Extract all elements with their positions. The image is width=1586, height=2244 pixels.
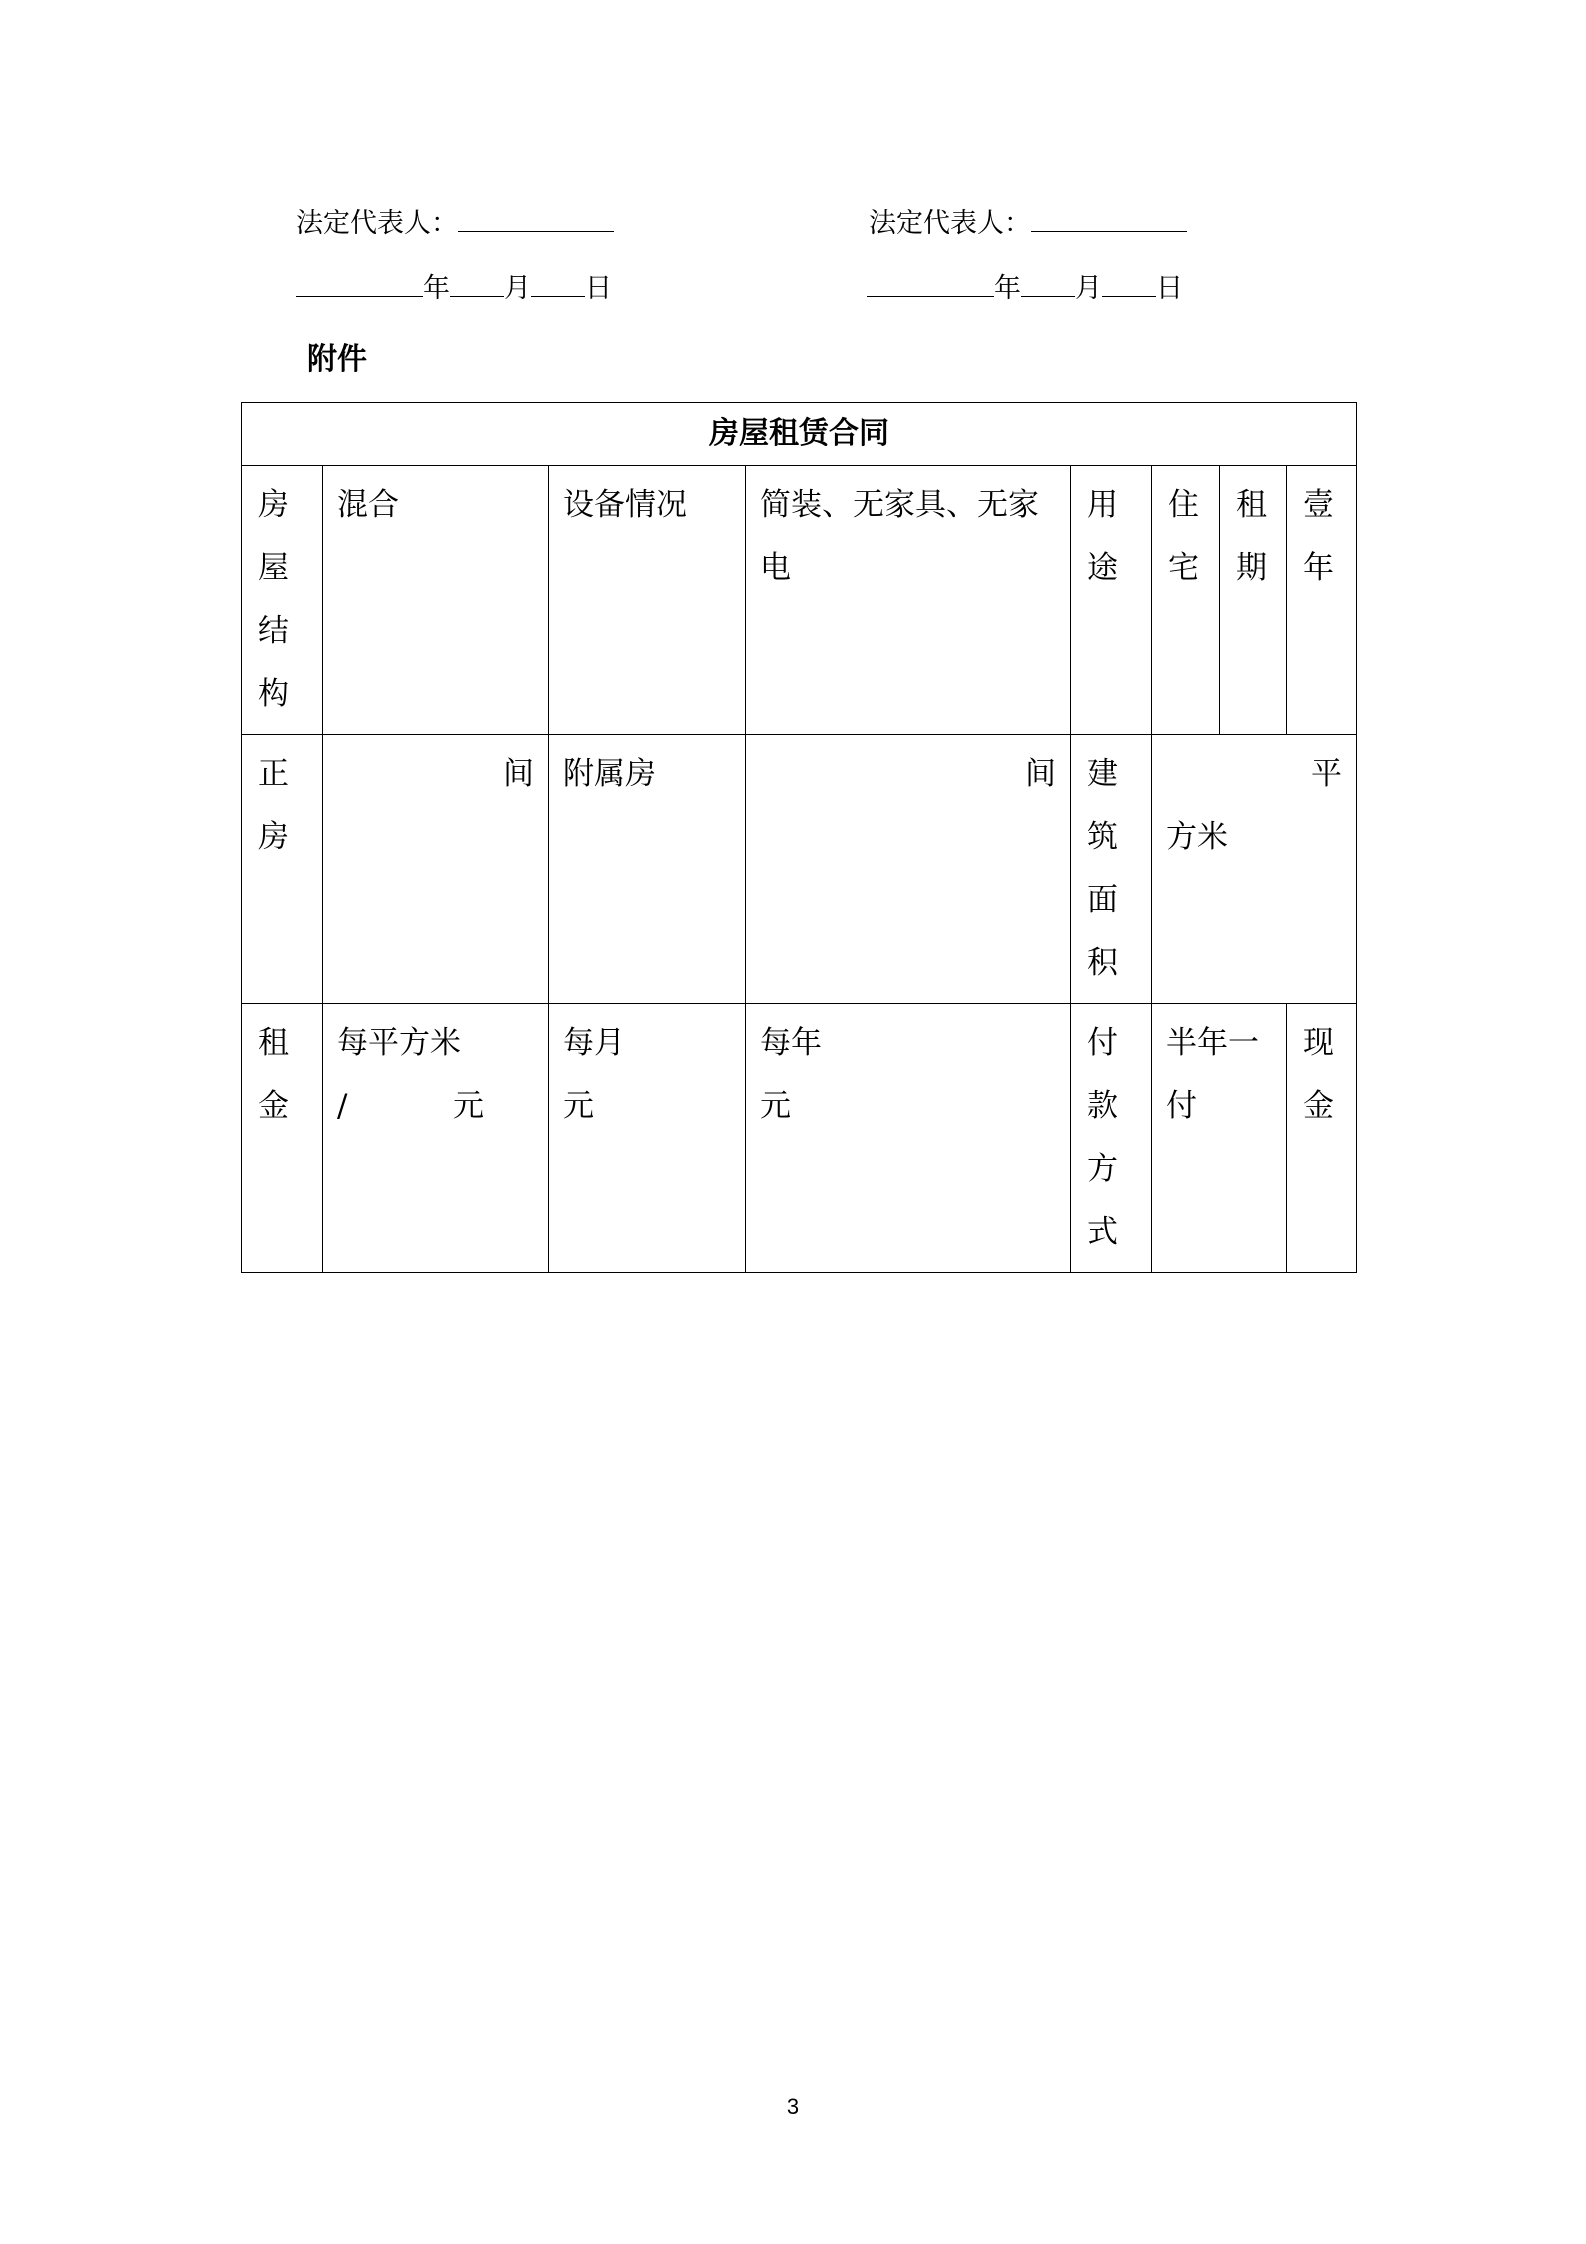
right-month-label: 月	[1075, 273, 1102, 304]
payment-label: 付款方式	[1071, 1004, 1152, 1273]
structure-label: 房屋结构	[242, 466, 323, 735]
right-year-blank[interactable]	[867, 270, 994, 297]
table-title-row	[242, 403, 1357, 466]
left-day-blank[interactable]	[531, 270, 585, 297]
equipment-value[interactable]: 简装、无家具、无家电	[746, 466, 1071, 735]
term-value[interactable]: 壹年	[1287, 466, 1357, 735]
rooms-row	[242, 735, 1357, 1004]
per-sqm-label: 每平方米	[337, 1025, 461, 1061]
yearly-unit: 元	[760, 1088, 791, 1124]
left-month-blank[interactable]	[450, 270, 504, 297]
equipment-label: 设备情况	[549, 466, 746, 735]
left-month-label: 月	[504, 273, 531, 304]
right-day-blank[interactable]	[1102, 270, 1156, 297]
structure-value[interactable]: 混合	[323, 466, 549, 735]
left-legal-rep-label: 法定代表人：	[296, 208, 458, 239]
per-sqm-unit: 元	[453, 1088, 484, 1124]
structure-row	[242, 466, 1357, 735]
yearly-label: 每年	[760, 1025, 822, 1061]
left-year-blank[interactable]	[296, 270, 423, 297]
left-year-label: 年	[423, 273, 450, 304]
right-legal-rep-line	[869, 205, 1187, 242]
per-sqm-cell[interactable]	[323, 1004, 549, 1273]
monthly-label: 每月	[563, 1025, 625, 1061]
area-unit-a: 平	[1311, 756, 1342, 792]
table-title: 房屋租赁合同	[242, 403, 1357, 466]
annex-label: 附属房	[549, 735, 746, 1004]
per-sqm-slash: /	[337, 1088, 348, 1124]
term-label: 租期	[1220, 466, 1287, 735]
rent-label: 租金	[242, 1004, 323, 1273]
left-legal-rep-blank[interactable]	[458, 205, 614, 232]
main-room-unit[interactable]: 间	[323, 735, 549, 1004]
area-unit-b: 方米	[1166, 819, 1228, 855]
use-value[interactable]: 住宅	[1152, 466, 1220, 735]
monthly-cell[interactable]	[549, 1004, 746, 1273]
right-day-label: 日	[1156, 273, 1183, 304]
right-legal-rep-blank[interactable]	[1031, 205, 1187, 232]
payment-value[interactable]: 半年一付	[1152, 1004, 1287, 1273]
use-label: 用途	[1071, 466, 1152, 735]
rent-row	[242, 1004, 1357, 1273]
lease-table	[241, 402, 1357, 1273]
right-date-line	[867, 270, 1183, 307]
attachment-heading: 附件	[307, 342, 367, 377]
left-day-label: 日	[585, 273, 612, 304]
main-room-label: 正房	[242, 735, 323, 1004]
left-date-line	[296, 270, 612, 307]
right-month-blank[interactable]	[1021, 270, 1075, 297]
page-number: 3	[786, 2094, 800, 2119]
area-value[interactable]	[1152, 735, 1357, 1004]
monthly-unit: 元	[563, 1088, 594, 1124]
yearly-cell[interactable]	[746, 1004, 1071, 1273]
payment-method[interactable]: 现金	[1287, 1004, 1357, 1273]
right-year-label: 年	[994, 273, 1021, 304]
right-legal-rep-label: 法定代表人：	[869, 208, 1031, 239]
area-label: 建筑面积	[1071, 735, 1152, 1004]
left-legal-rep-line	[296, 205, 614, 242]
per-sqm-unit-line	[337, 1075, 534, 1138]
annex-unit[interactable]: 间	[746, 735, 1071, 1004]
